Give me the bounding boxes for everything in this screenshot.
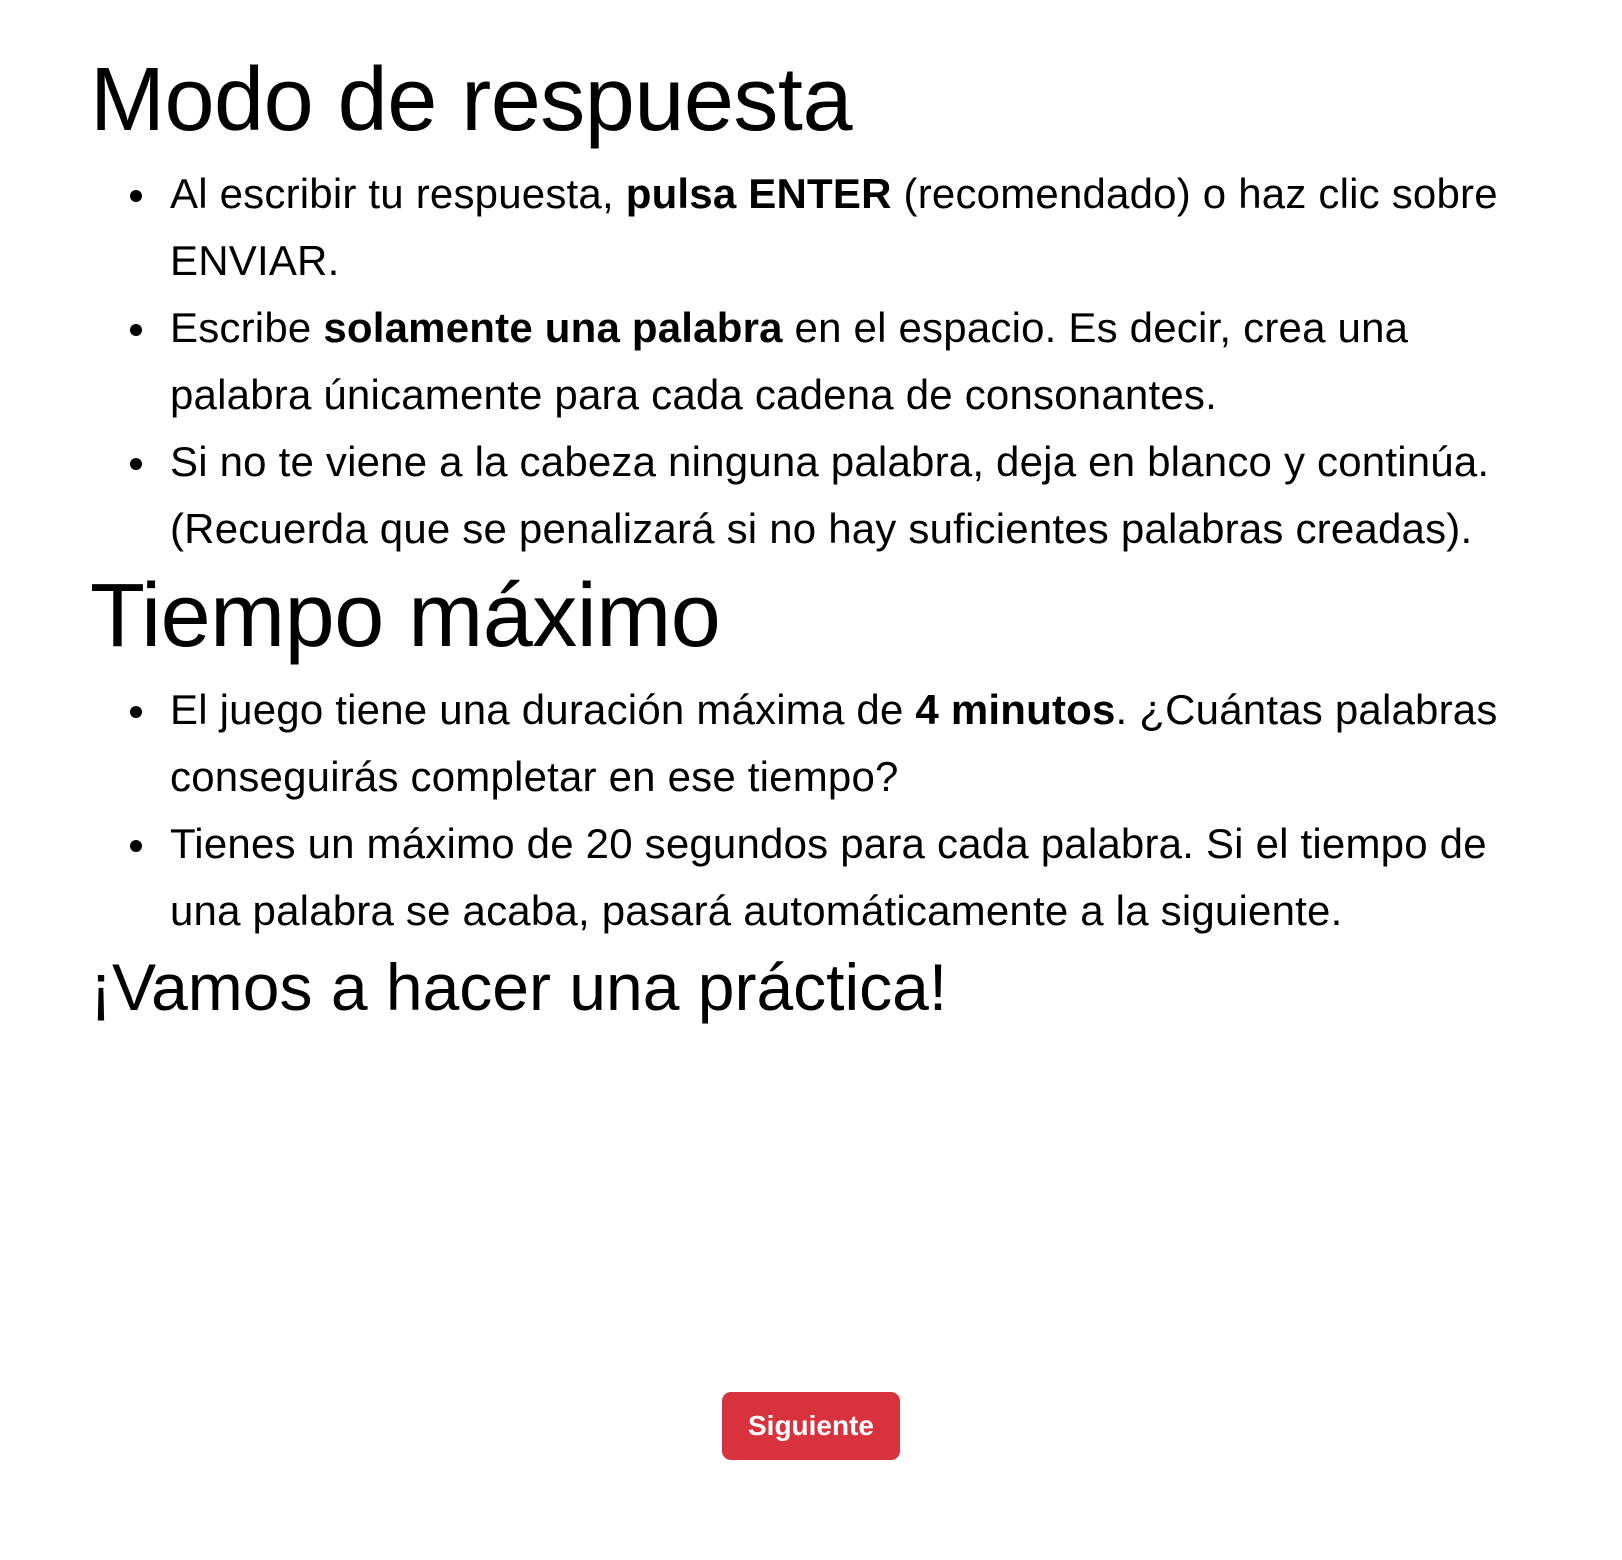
list-item-text: El juego tiene una duración máxima de [170, 686, 916, 733]
list-item-text: en el espacio. Es decir, crea una palabra únicamente para cada cadena de consonantes. [170, 304, 1409, 418]
list-item-text: Escribe [170, 304, 324, 351]
list-item [170, 810, 1540, 944]
list-item [170, 676, 1540, 810]
list-item [170, 428, 1540, 562]
list-item-text: Si no te viene a la cabeza ninguna palabra, deja en blanco y continúa. (Recuerda que se penalizará si no hay suficientes palabras creadas). [170, 438, 1490, 552]
list-item-bold-text: solamente una palabra [323, 304, 783, 351]
list-item-bold-text: pulsa ENTER [625, 170, 892, 217]
instructions-content [90, 0, 1540, 1026]
list-item [170, 294, 1540, 428]
list-item [170, 160, 1540, 294]
section-title-response-mode: Modo de respuesta [90, 50, 852, 150]
practice-heading: ¡Vamos a hacer una práctica! [90, 950, 948, 1024]
response-mode-list [90, 160, 1540, 562]
list-item-text: Al escribir tu respuesta, [170, 170, 626, 217]
section-title-max-time: Tiempo máximo [90, 566, 721, 666]
list-item-text: Tienes un máximo de 20 segundos para cada palabra. Si el tiempo de una palabra se acaba, pasará automáticamente a la siguiente. [170, 820, 1487, 934]
list-item-bold-text: 4 minutos [915, 686, 1116, 733]
next-button[interactable]: Siguiente [722, 1392, 900, 1460]
button-container [0, 1392, 1622, 1460]
list-item-text: (recomendado) o haz clic sobre ENVIAR. [170, 170, 1498, 284]
max-time-list [90, 676, 1540, 944]
list-item-text: . ¿Cuántas palabras conseguirás completar en ese tiempo? [170, 686, 1498, 800]
